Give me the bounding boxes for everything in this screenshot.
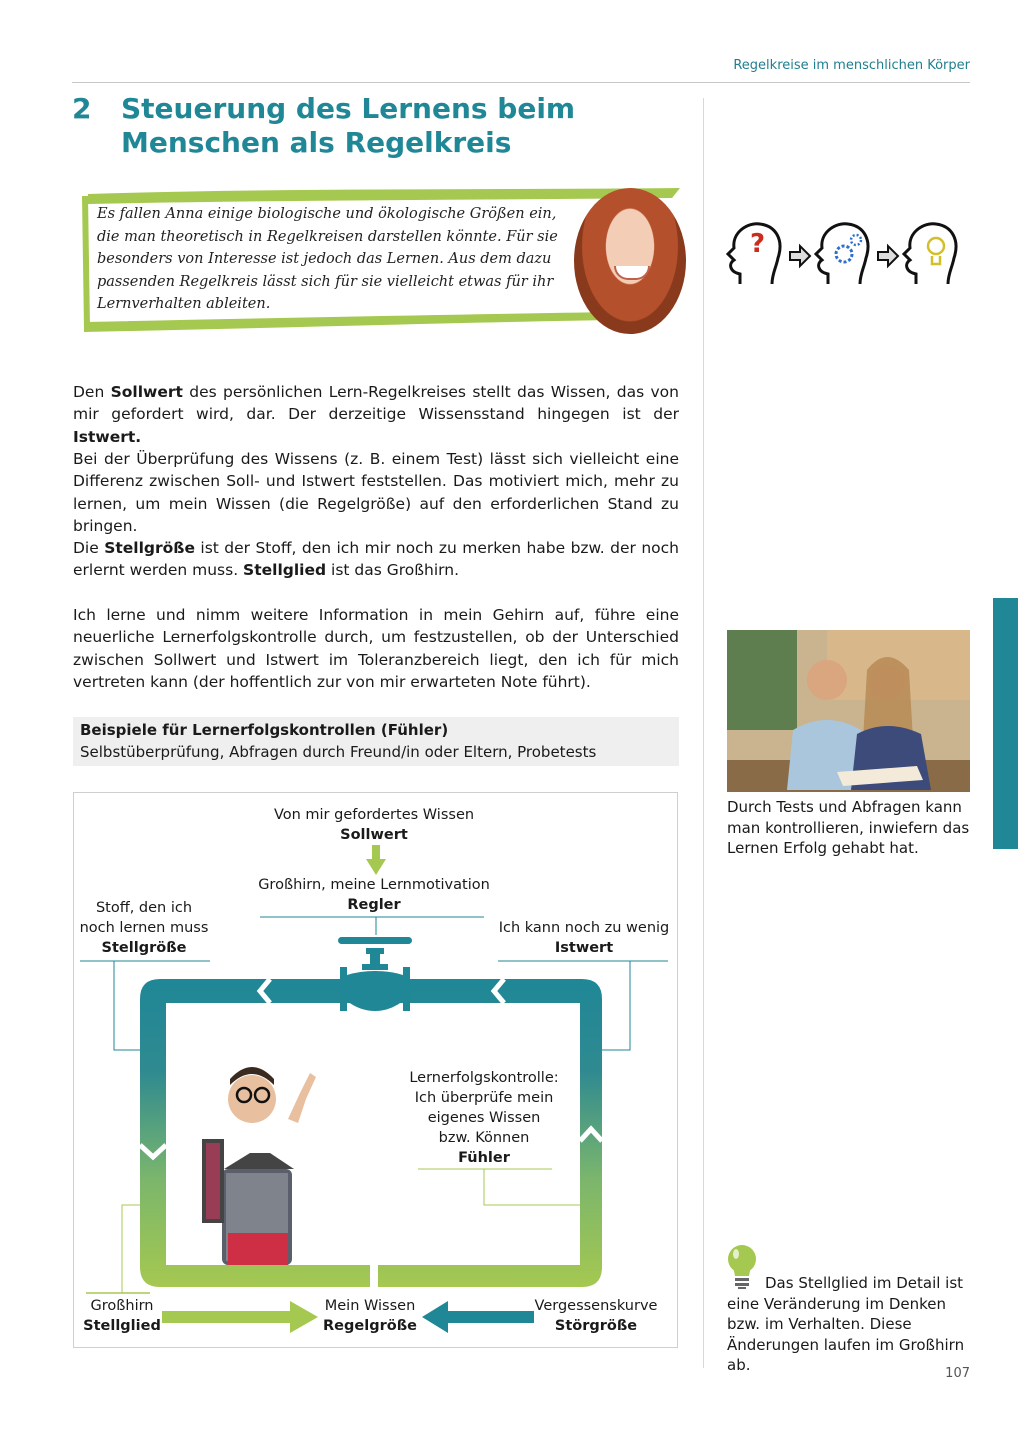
fuehler-label: Lernerfolgskontrolle: Ich überprüfe mein eigenes Wissen bzw. Können Fühler bbox=[394, 1068, 574, 1168]
example-title: Beispiele für Lernerfolgskontrollen (Fühler) bbox=[80, 721, 449, 739]
stellglied-arrow bbox=[162, 1301, 318, 1333]
term-istwert: Istwert. bbox=[73, 427, 142, 446]
paragraph-sollwert: Den Sollwert des persönlichen Lern-Regelkreises stellt das Wissen, das von mir gefordert wird, dar. Der derzeitige Wissensstand hingegen ist der Istwert. bbox=[73, 383, 679, 446]
column-divider bbox=[703, 98, 704, 1368]
term-stellgroesse: Stellgröße bbox=[104, 539, 195, 557]
page-number: 107 bbox=[945, 1366, 970, 1381]
stoergroesse-label: Vergessenskurve Störgröße bbox=[530, 1296, 662, 1336]
sollwert-term: Sollwert bbox=[340, 827, 408, 843]
paragraph-lernerfolg: Ich lerne und nimm weitere Information in mein Gehirn auf, führe eine neuerliche Lernerfolgskontrolle durch, um festzustellen, ob der Unterschied zwischen Sollwert und Istwert im Toleranzbereich liegt, den ich für mich vertreten kann (der hoffentlich zur von mir erwarteten Note führt). bbox=[73, 606, 679, 691]
istwert-label: Ich kann noch zu wenig Istwert bbox=[494, 918, 674, 958]
regler-term: Regler bbox=[347, 897, 401, 913]
idea-head-icon bbox=[904, 224, 956, 284]
running-head: Regelkreise im menschlichen Körper bbox=[733, 58, 970, 73]
stellgroesse-label: Stoff, den ich noch lernen muss Stellgröße bbox=[74, 898, 214, 958]
control-loop-diagram bbox=[73, 792, 678, 1348]
stoergroesse-arrow bbox=[422, 1301, 534, 1333]
regler-label: Großhirn, meine Lernmotivation Regler bbox=[234, 875, 514, 915]
stellglied-label: Großhirn Stellglied bbox=[80, 1296, 164, 1336]
student-illustration bbox=[202, 1067, 316, 1265]
stellglied-term: Stellglied bbox=[83, 1318, 161, 1334]
arrow-right-icon bbox=[790, 246, 810, 266]
fuehler-term: Fühler bbox=[458, 1150, 510, 1166]
chapter-number: 2 bbox=[72, 92, 92, 125]
gears-head-icon bbox=[816, 224, 868, 284]
stellglied-line bbox=[122, 1205, 140, 1293]
term-stellglied: Stellglied bbox=[243, 561, 327, 580]
paragraph-stellgroesse: Die Stellgröße ist der Stoff, den ich mir noch zu merken habe bzw. der noch erlernt werden muss. Stellglied ist das Großhirn. bbox=[73, 539, 679, 580]
sollwert-label: Von mir gefordertes Wissen Sollwert bbox=[254, 805, 494, 845]
valve-icon bbox=[338, 937, 412, 1011]
example-text: Selbstüberprüfung, Abfragen durch Freund/in oder Eltern, Probetests bbox=[80, 743, 597, 761]
question-head-icon bbox=[728, 224, 780, 284]
arrow-right-icon bbox=[878, 246, 898, 266]
paragraph-ueberpruefung: Bei der Überprüfung des Wissens (z. B. einem Test) lässt sich vielleicht eine Differenz zwischen Soll- und Istwert feststellen. Das motiviert mich, mehr zu lernen, um mein Wissen (die Regelgröße) auf den erforderlichen Stand zu bringen. bbox=[73, 450, 679, 535]
term-sollwert: Sollwert bbox=[110, 383, 183, 401]
sollwert-arrow bbox=[366, 845, 386, 875]
photo-caption: Durch Tests und Abfragen kann man kontrollieren, inwiefern das Lernen Erfolg gehabt hat. bbox=[727, 798, 970, 857]
intro-text: Es fallen Anna einige biologische und ökologische Größen ein, die man theoretisch in Regelkreisen darstellen könnte. Für sie besonders von Interesse ist jedoch das Lernen. Aus dem dazu passenden Regelkreis lässt sich für sie vielleicht etwas für ihr Lernverhalten ableiten. bbox=[97, 206, 558, 312]
learning-couple-photo bbox=[727, 630, 970, 792]
regelgroesse-term: Regelgröße bbox=[323, 1318, 417, 1334]
thinking-heads-illustration bbox=[726, 218, 971, 290]
stoergroesse-term: Störgröße bbox=[554, 1318, 638, 1334]
tip-text: Das Stellglied im Detail ist eine Veränderung im Denken bzw. im Verhalten. Diese Änderungen laufen im Großhirn ab. bbox=[727, 1274, 965, 1374]
anna-portrait bbox=[574, 188, 686, 334]
regelgroesse-label: Mein Wissen Regelgröße bbox=[310, 1296, 430, 1336]
chapter-title: Steuerung des Lernens beim Menschen als Regelkreis bbox=[121, 92, 576, 159]
chapter-side-tab bbox=[993, 598, 1018, 849]
stellgroesse-term: Stellgröße bbox=[101, 940, 187, 956]
svg-text:?: ? bbox=[750, 229, 766, 259]
header-divider bbox=[72, 82, 970, 83]
istwert-term: Istwert bbox=[554, 940, 614, 956]
